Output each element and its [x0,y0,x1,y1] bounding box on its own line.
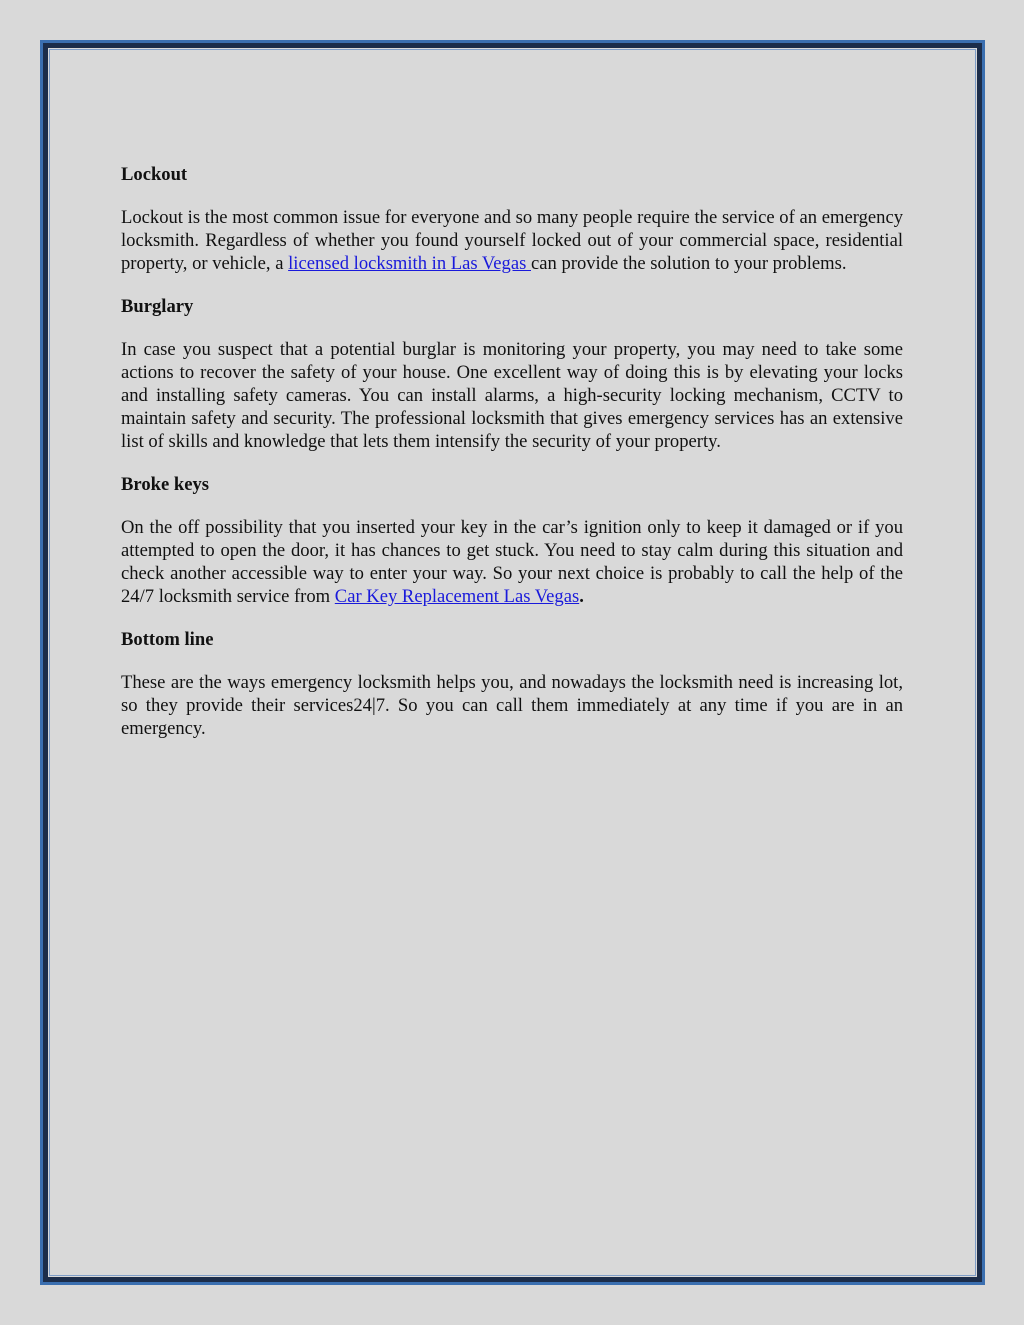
broke-keys-text-after: . [579,586,584,607]
section-paragraph-burglary: In case you suspect that a potential burglar is monitoring your property, you may need to take some actions to recover the safety of your house. One excellent way of doing this is by elevating your locks and installing safety cameras. You can install alarms, a high-security locking mechanism, CCTV to maintain safety and security. The professional locksmith that gives emergency services has an extensive list of skills and knowledge that lets them intensify the security of your property. [121,339,903,452]
section-paragraph-broke-keys [121,516,903,608]
lockout-text-before: Lockout is the most common issue for everyone and so many people require the service of an emergency locksmith. Regardless of whether you found yourself locked out of your commercial space, residential property, or vehicle, a [121,207,903,274]
section-heading-lockout: Lockout [121,164,188,185]
section-paragraph-bottom-line: These are the ways emergency locksmith helps you, and nowadays the locksmith need is increasing lot, so they provide their services24|7. So you can call them immediately at any time if you are in an emergency. [121,672,903,739]
licensed-locksmith-link[interactable]: licensed locksmith in Las Vegas [288,253,531,274]
lockout-text-after: can provide the solution to your problems. [531,253,847,274]
section-heading-broke-keys: Broke keys [121,474,209,495]
section-heading-bottom-line: Bottom line [121,629,214,650]
car-key-replacement-link[interactable]: Car Key Replacement Las Vegas [334,586,580,607]
broke-keys-text-before: On the off possibility that you inserted your key in the car’s ignition only to keep it damaged or if you attempted to open the door, it has chances to get stuck. You need to stay calm during this situation and check another accessible way to enter your way. So your next choice is probably to call the help of the 24/7 locksmith service from [121,517,903,607]
section-heading-burglary: Burglary [121,296,194,317]
document-body [121,163,903,760]
section-paragraph-lockout [121,206,903,275]
